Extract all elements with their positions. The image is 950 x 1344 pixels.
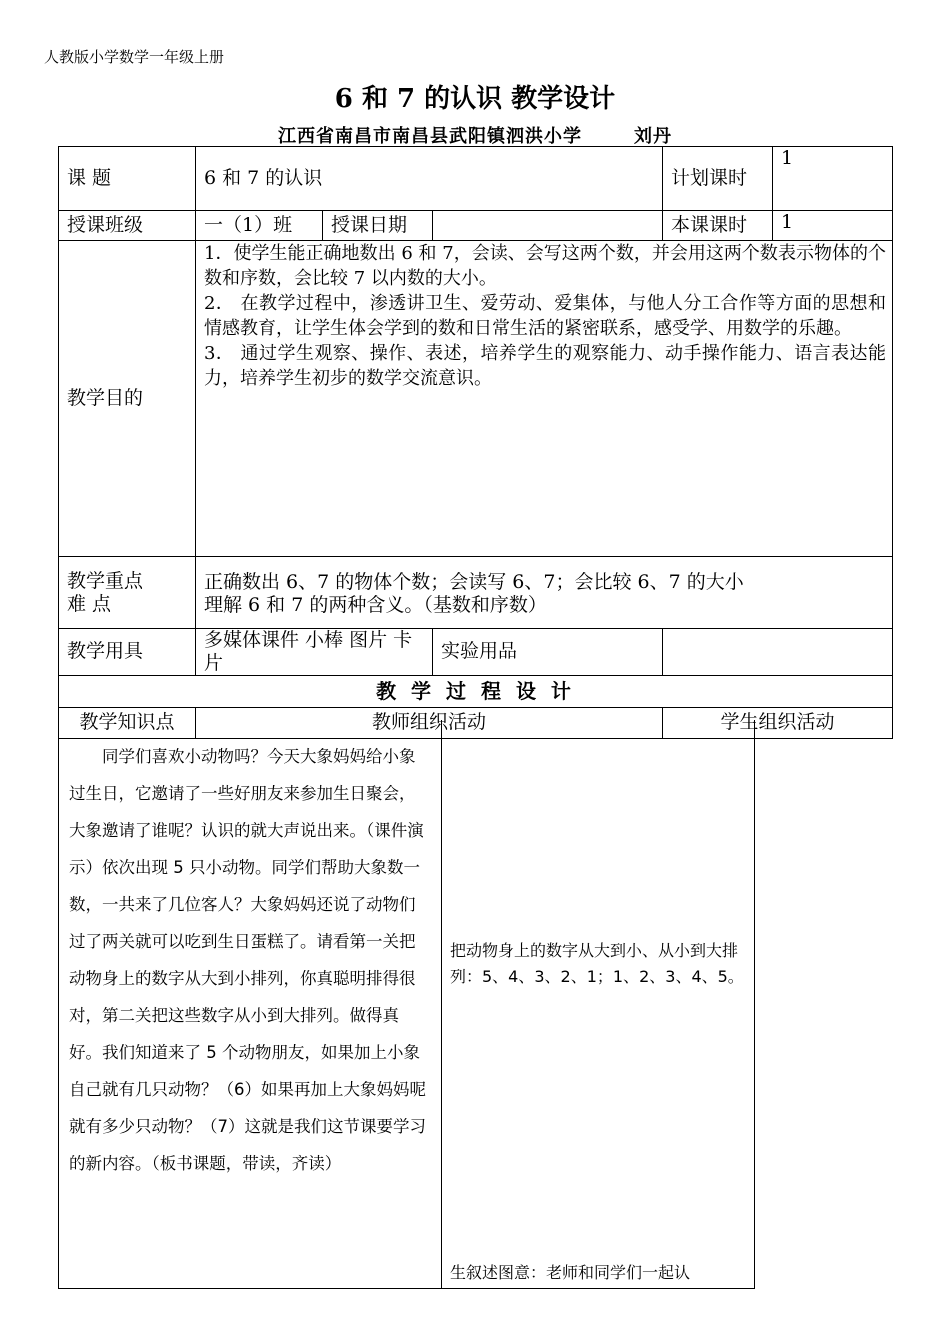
school-name: 江西省南昌市南昌县武阳镇泗洪小学 [278, 126, 582, 147]
key-points-label [59, 557, 196, 629]
document-subtitle [0, 122, 950, 148]
process-section-title: 教 学 过 程 设 计 [59, 675, 893, 707]
key-points-content [196, 557, 893, 629]
notes-cell [755, 720, 893, 1289]
goal-item: 1．使学生能正确地数出 6 和 7，会读、会写这两个数，并会用这两个数表示物体的个数和序数，会比较 7 以内数的大小。 [204, 243, 887, 289]
knowledge-column-header: 教学知识点 [59, 707, 196, 738]
current-hours-value: 1 [773, 211, 893, 241]
student-column-header: 学生组织活动 [663, 707, 893, 738]
goal-item: 2． 在教学过程中，渗透讲卫生、爱劳动、爱集体，与他人分工合作等方面的思想和情感教育，让学生体会学到的数和日常生活的紧密联系，感受学、用数学的乐趣。 [204, 293, 887, 339]
key-points-label-line: 教学重点 [67, 569, 144, 592]
lab-label [433, 629, 663, 676]
student-activity-text: 把动物身上的数字从大到小、从小到大排列：5、4、3、2、1；1、2、3、4、5。 [450, 941, 744, 986]
planned-hours-value: 1 [773, 147, 893, 211]
author-name: 刘丹 [634, 126, 672, 147]
teacher-activity-text: 同学们喜欢小动物吗？今天大象妈妈给小象过生日，它邀请了一些好朋友来参加生日聚会，大象邀请了谁呢？认识的就大声说出来。（课件演示）依次出现 5 只小动物。同学们帮助大象数一数，一共来了几位客人？大象妈妈还说了动物们过了两关就可以吃到生日蛋糕了。请看第一关把动物身上的数字从大到小排列，你真聪明排得很对，第二关把这些数字从小到大排列。做得真好。我们知道来了 5 个动物朋友，如果加上小象自己就有几只动物？（6）如果再加上大象妈妈呢就有多少只动物？（7）这就是我们这节课要学习的新内容。（板书课题，带读，齐读） [59, 720, 442, 1289]
goals-content [196, 241, 893, 557]
tools-value: 多媒体课件 小棒 图片 卡片 [196, 629, 433, 676]
lab-value [663, 629, 893, 676]
class-value: 一（1）班 [196, 211, 323, 241]
tools-label: 教学用具 [59, 629, 196, 676]
lab-label-text: 实验用品 [441, 640, 518, 663]
process-table [58, 720, 893, 1289]
student-activity-text-continued: 生叙述图意：老师和同学们一起认 [450, 1263, 691, 1282]
current-hours-label: 本课课时 [663, 211, 773, 241]
topic-label: 课 题 [59, 147, 196, 211]
goals-label: 教学目的 [59, 241, 196, 557]
difficulty-label-line: 难 点 [67, 592, 112, 615]
goal-item: 3． 通过学生观察、操作、表述，培养学生的观察能力、动手操作能力、语言表达能力，培养学生初步的数学交流意识。 [204, 343, 887, 389]
planned-hours-label: 计划课时 [663, 147, 773, 211]
class-label: 授课班级 [59, 211, 196, 241]
student-activity-cell [442, 720, 755, 1289]
document-title: 6 和 7 的认识 教学设计 [334, 84, 616, 114]
header-note: 人教版小学数学一年级上册 [44, 48, 225, 66]
lesson-info-table [58, 146, 893, 739]
teacher-column-header: 教师组织活动 [196, 707, 663, 738]
key-points-line: 正确数出 6、7 的物体个数；会读写 6、7；会比较 6、7 的大小 [204, 571, 744, 593]
date-value [433, 211, 663, 241]
topic-value: 6 和 7 的认识 [196, 147, 663, 211]
date-label: 授课日期 [323, 211, 433, 241]
difficulty-line: 理解 6 和 7 的两种含义。（基数和序数） [204, 593, 547, 616]
